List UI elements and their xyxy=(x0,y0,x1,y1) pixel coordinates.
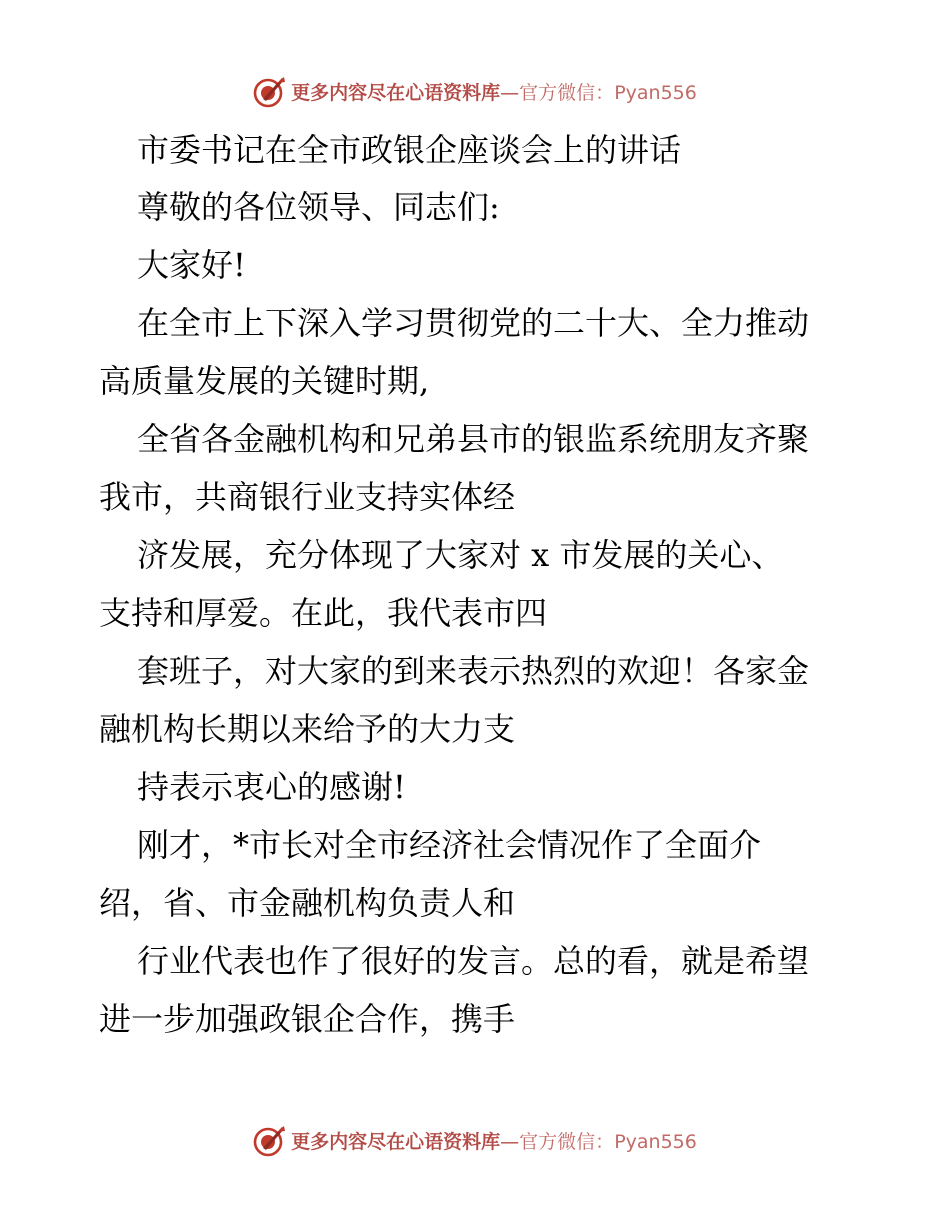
header-banner-text xyxy=(291,78,697,105)
salutation: 尊敬的各位领导、同志们: xyxy=(137,188,500,226)
footer-wechat-label: 官方微信： xyxy=(519,1130,615,1153)
footer-separator: — xyxy=(500,1130,520,1153)
paragraph-line: 全省各金融机构和兄弟县市的银监系统朋友齐聚 xyxy=(137,420,810,458)
paragraph-line: 融机构长期以来给予的大力支 xyxy=(99,710,516,748)
paragraph-line: 套班子，对大家的到来表示热烈的欢迎！各家金 xyxy=(137,652,810,690)
footer-banner xyxy=(0,1120,950,1160)
paragraph-line: 刚才，*市长对全市经济社会情况作了全面介 xyxy=(137,826,762,864)
quill-logo-icon xyxy=(253,1123,287,1157)
paragraph-line: 持表示衷心的感谢! xyxy=(137,768,406,806)
header-separator: — xyxy=(500,81,520,104)
header-wechat-id: Pyan556 xyxy=(614,81,697,104)
paragraph-line: 支持和厚爱。在此，我代表市四 xyxy=(99,594,548,632)
quill-logo-icon xyxy=(253,74,287,108)
paragraph-line: 行业代表也作了很好的发言。总的看，就是希望 xyxy=(137,942,810,980)
header-wechat-label: 官方微信： xyxy=(519,81,615,104)
header-banner xyxy=(0,71,950,111)
paragraph-line: 绍，省、市金融机构负责人和 xyxy=(99,884,516,922)
document-title: 市委书记在全市政银企座谈会上的讲话 xyxy=(137,131,682,169)
paragraph-line: 在全市上下深入学习贯彻党的二十大、全力推动 xyxy=(137,304,810,342)
footer-wechat-id: Pyan556 xyxy=(614,1130,697,1153)
greeting: 大家好! xyxy=(137,246,246,284)
paragraph-line: 济发展，充分体现了大家对 x 市发展的关心、 xyxy=(137,536,784,574)
paragraph-line: 我市，共商银行业支持实体经 xyxy=(99,478,516,516)
paragraph-line: 高质量发展的关键时期, xyxy=(99,362,430,400)
paragraph-line: 进一步加强政银企合作，携手 xyxy=(99,1000,516,1038)
header-brand: 更多内容尽在心语资料库 xyxy=(291,81,501,104)
footer-brand: 更多内容尽在心语资料库 xyxy=(291,1130,501,1153)
footer-banner-text xyxy=(291,1127,697,1154)
